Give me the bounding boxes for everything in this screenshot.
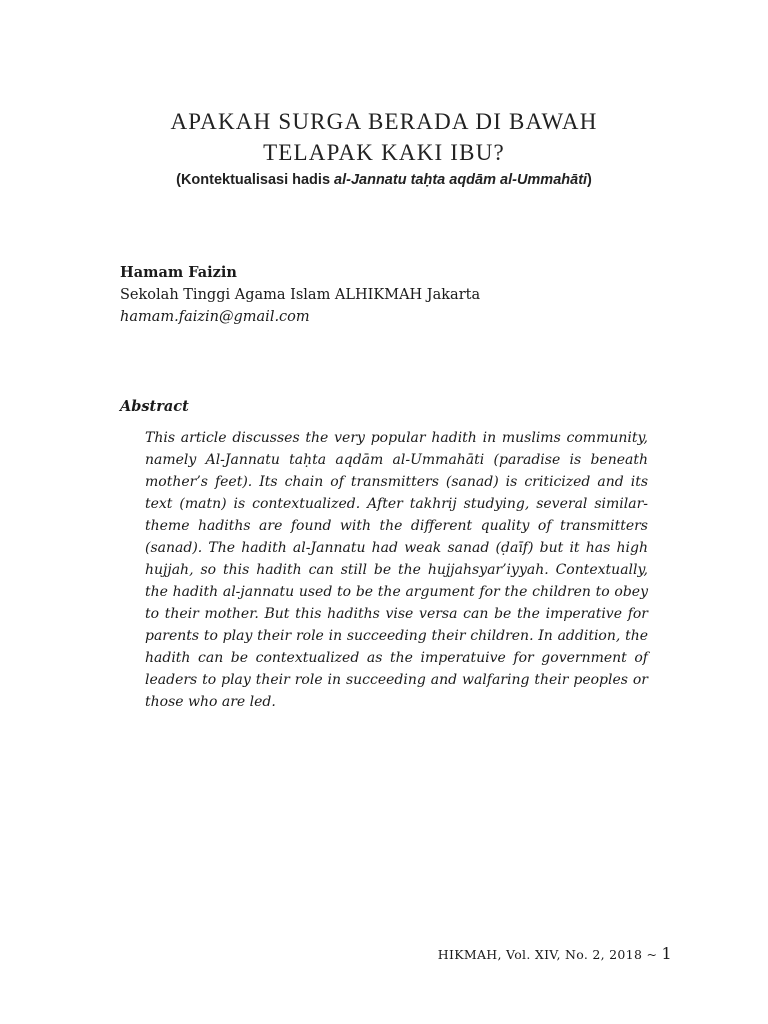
title-line-2: TELAPAK KAKI IBU? [263, 140, 505, 165]
abstract-heading: Abstract [120, 398, 189, 415]
subtitle-suffix: ) [587, 172, 592, 188]
subtitle-prefix: (Kontektualisasi hadis [176, 172, 335, 188]
page-number: 1 [661, 944, 672, 963]
article-subtitle [0, 172, 768, 188]
footer-journal: HIKMAH, Vol. XIV, No. 2, 2018 ~ [437, 947, 662, 962]
subtitle-italic: al-Jannatu taḥta aqdām al-Ummahāti [334, 172, 588, 188]
author-institution: Sekolah Tinggi Agama Islam ALHIKMAH Jakarta [120, 287, 481, 303]
article-title [0, 106, 768, 168]
author-name: Hamam Faizin [120, 264, 237, 281]
abstract-body: This article discusses the very popular hadith in muslims community, namely Al-Jannatu taḥta aqdām al-Ummahāti (paradise is beneath mother’s feet). Its chain of transmitters (sanad) is criticized and its text (matn) is contextualized. After takhrij studying, several similar-theme hadiths are found with the different quality of transmitters (sanad). The hadith al-Jannatu had weak sanad (ḍaīf) but it has high hujjah, so this hadith can still be the hujjahsyar’iyyah. Contextually, the hadith al-jannatu used to be the argument for the children to obey to their mother. But this hadiths vise versa can be the imperative for parents to play their role in succeeding their children. In addition, the hadith can be contextualized as the imperatuive for government of leaders to play their role in succeeding and walfaring their peoples or those who are led. [145, 430, 648, 710]
page-footer [438, 944, 672, 963]
author-email: hamam.faizin@gmail.com [120, 309, 310, 325]
author-block [120, 262, 480, 328]
title-line-1: APAKAH SURGA BERADA DI BAWAH [170, 109, 598, 134]
